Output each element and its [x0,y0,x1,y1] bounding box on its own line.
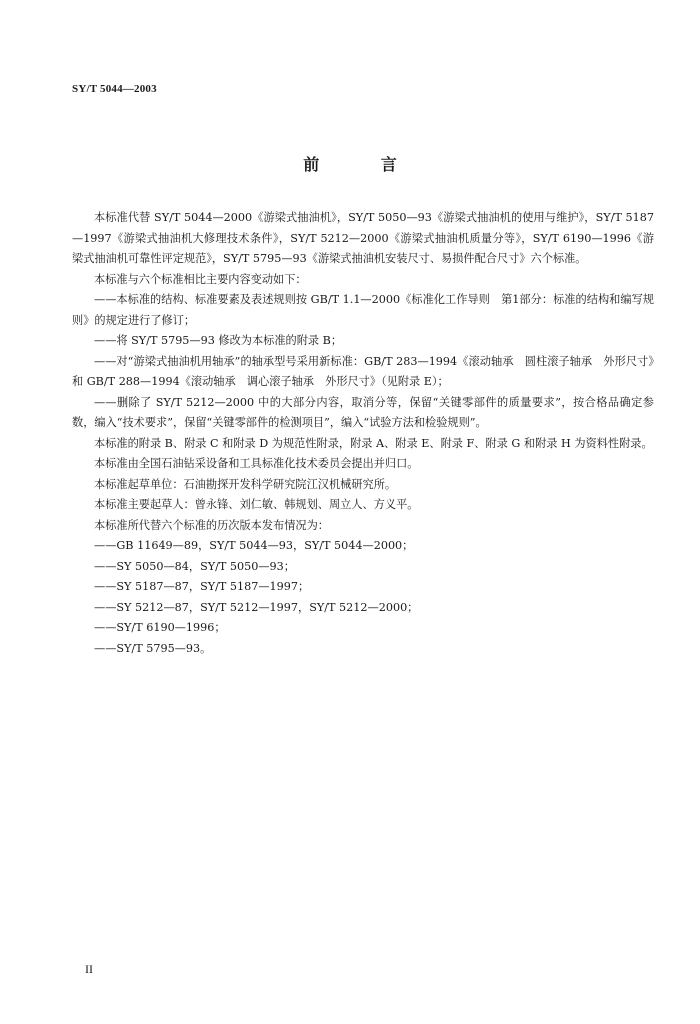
change-item-appendix-b: ——将 SY/T 5795—93 修改为本标准的附录 B； [94,334,343,347]
page-number: II [85,962,93,976]
paragraph-history-intro: 本标准所代替六个标准的历次版本发布情况为： [94,518,329,532]
change-item-bearing: ——对“游梁式抽油机用轴承”的轴承型号采用新标准：GB/T 283—1994《滚动轴承 圆柱滚子轴承 外形尺寸》和 GB/T 288—1994《滚动轴承 调心滚子轴承 外形尺寸》（见附录 E）； [72,354,654,388]
history-item: ——SY 5050—84，SY/T 5050—93； [94,559,295,573]
paragraph-replacement: 本标准代替 SY/T 5044—2000《游梁式抽油机》，SY/T 5050—93《游梁式抽油机的使用与维护》，SY/T 5187—1997《游梁式抽油机大修理技术条件》，SY/T 5212—2000《游梁式抽油机质量分等》，SY/T 6190—1996《游梁式抽油机可靠性评定规范》，SY/T 5795—93《游梁式抽油机安装尺寸、易损件配合尺寸》六个标准。 [72,211,654,265]
history-item: ——SY 5212—87，SY/T 5212—1997，SY/T 5212—2000； [94,600,419,614]
paragraph-changes-intro: 本标准与六个标准相比主要内容变动如下： [94,272,307,286]
history-item: ——SY/T 6190—1996； [94,621,226,634]
change-item-deletion: ——删除了 SY/T 5212—2000 中的大部分内容，取消分等，保留“关键零部件的质量要求”，按合格品确定参数，编入“技术要求”，保留“关键零部件的检测项目”，编入“试验方法和检验规则”。 [72,395,654,429]
history-item: ——SY 5187—87，SY/T 5187—1997； [94,580,310,593]
paragraph-drafting-unit: 本标准起草单位：石油勘探开发科学研究院江汉机械研究所。 [94,477,397,491]
paragraph-appendices: 本标准的附录 B、附录 C 和附录 D 为规范性附录，附录 A、附录 E、附录 F、附录 G 和附录 H 为资料性附录。 [94,436,653,450]
history-item: ——SY/T 5795—93。 [94,641,212,655]
page-title: 前 言 [303,155,425,174]
standard-code-header: SY/T 5044—2003 [72,83,157,95]
change-item-structure: ——本标准的结构、标准要素及表述规则按 GB/T 1.1—2000《标准化工作导则 第1部分：标准的结构和编写规则》的规定进行了修订； [72,293,654,327]
history-item: ——GB 11649—89，SY/T 5044—93，SY/T 5044—2000； [94,539,414,552]
paragraph-drafters: 本标准主要起草人：曾永锋、刘仁敏、韩规划、周立人、方义平。 [94,498,419,511]
foreword-body [72,208,654,659]
paragraph-proposer: 本标准由全国石油钻采设备和工具标准化技术委员会提出并归口。 [94,457,419,470]
